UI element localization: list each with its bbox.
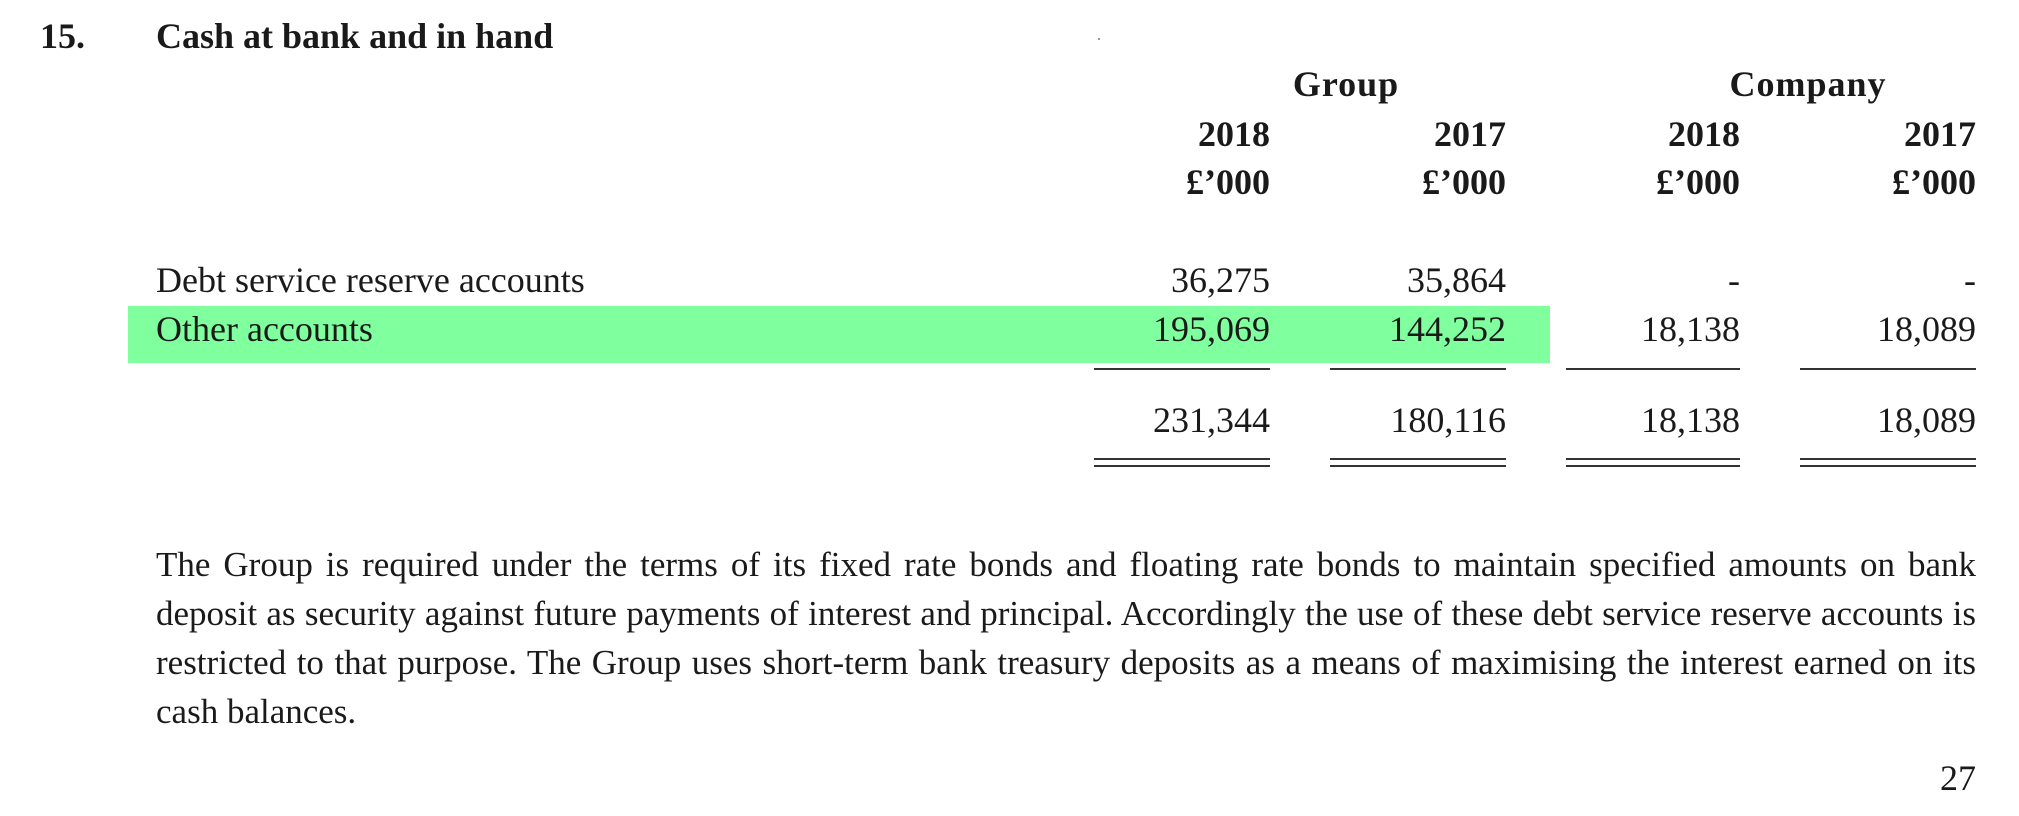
col-year: 2017 bbox=[1434, 114, 1506, 154]
subtotal-rule bbox=[1566, 368, 1740, 370]
total-cell: 180,116 bbox=[1390, 400, 1506, 440]
table-cell: 18,089 bbox=[1877, 309, 1976, 349]
scan-speck bbox=[1098, 38, 1100, 40]
total-double-rule bbox=[1566, 458, 1740, 460]
table-cell: 36,275 bbox=[1171, 260, 1270, 300]
total-double-rule bbox=[1566, 465, 1740, 467]
total-cell: 18,089 bbox=[1877, 400, 1976, 440]
col-year: 2018 bbox=[1668, 114, 1740, 154]
subtotal-rule bbox=[1330, 368, 1506, 370]
col-unit: £’000 bbox=[1186, 162, 1270, 202]
table-cell: 144,252 bbox=[1389, 309, 1506, 349]
subtotal-rule bbox=[1094, 368, 1270, 370]
page-number: 27 bbox=[1940, 758, 1976, 798]
col-year: 2018 bbox=[1198, 114, 1270, 154]
total-double-rule bbox=[1800, 465, 1976, 467]
row-label-debt-service: Debt service reserve accounts bbox=[156, 260, 585, 300]
table-cell: - bbox=[1728, 260, 1740, 300]
col-unit: £’000 bbox=[1422, 162, 1506, 202]
group-header: Group bbox=[1292, 64, 1400, 104]
table-cell: - bbox=[1964, 260, 1976, 300]
note-number: 15. bbox=[40, 16, 85, 56]
table-cell: 35,864 bbox=[1407, 260, 1506, 300]
note-title: Cash at bank and in hand bbox=[156, 16, 554, 56]
col-unit: £’000 bbox=[1656, 162, 1740, 202]
row-label-other-accounts: Other accounts bbox=[156, 309, 373, 349]
subtotal-rule bbox=[1800, 368, 1976, 370]
table-cell: 18,138 bbox=[1641, 309, 1740, 349]
total-double-rule bbox=[1094, 458, 1270, 460]
note-paragraph: The Group is required under the terms of its fixed rate bonds and floating rate bonds to maintain specified amounts on bank deposit as security against future payments of interest and principal. Accordingly the use of these debt service reserve accounts is restricted to that purpose. The Group uses short-term bank treasury deposits as a means of maximising the interest earned on its cash balances. bbox=[156, 545, 1976, 731]
total-double-rule bbox=[1094, 465, 1270, 467]
total-double-rule bbox=[1330, 465, 1506, 467]
total-double-rule bbox=[1330, 458, 1506, 460]
total-cell: 231,344 bbox=[1153, 400, 1270, 440]
table-cell: 195,069 bbox=[1153, 309, 1270, 349]
total-cell: 18,138 bbox=[1641, 400, 1740, 440]
total-double-rule bbox=[1800, 458, 1976, 460]
col-unit: £’000 bbox=[1892, 162, 1976, 202]
company-header: Company bbox=[1729, 64, 1887, 104]
col-year: 2017 bbox=[1904, 114, 1976, 154]
